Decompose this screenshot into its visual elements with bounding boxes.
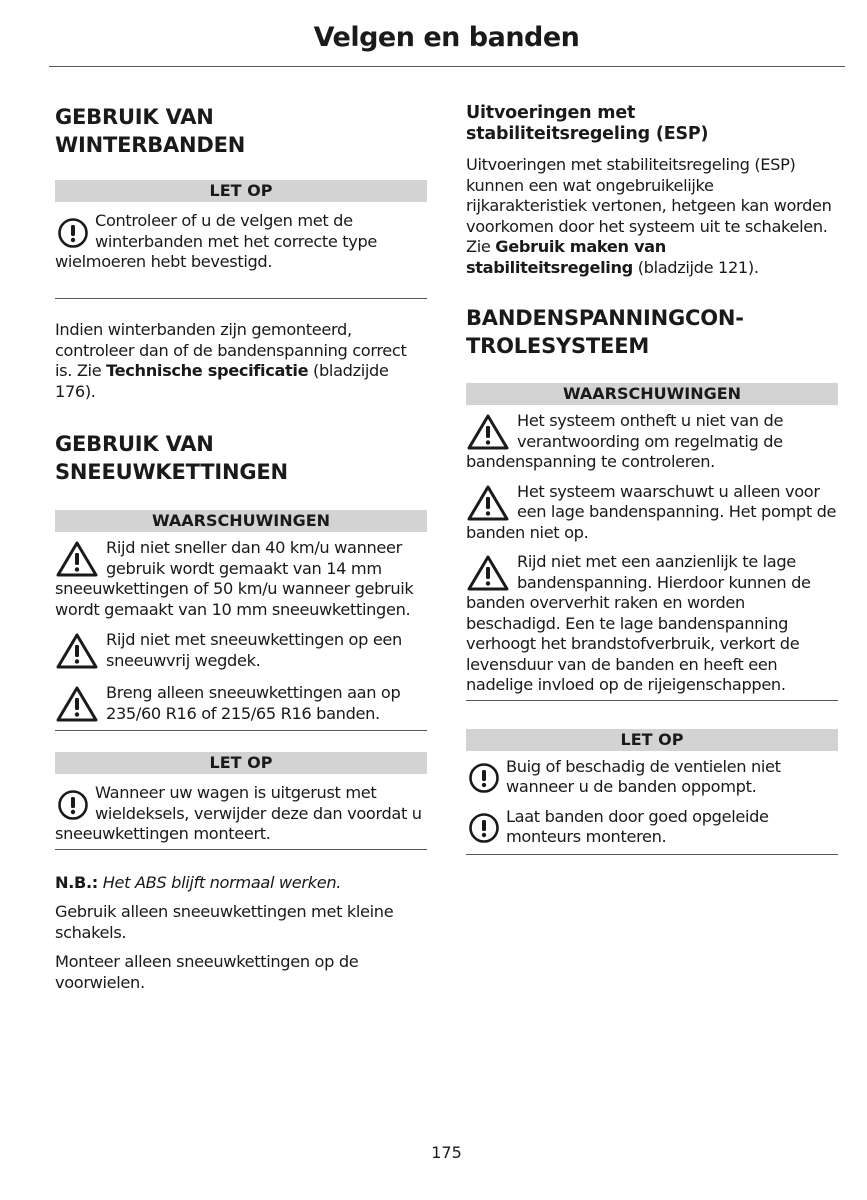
para-text: (bladzijde 121). <box>632 257 759 277</box>
warning-item <box>55 532 427 620</box>
note-item <box>55 202 427 299</box>
para-esp <box>466 155 838 278</box>
warning-triangle-icon <box>466 413 510 451</box>
left-column <box>55 103 427 993</box>
heading-sneeuwkettingen: GEBRUIK VAN SNEEUWKETTINGEN <box>55 432 288 484</box>
heading-winterbanden: GEBRUIK VAN WINTERBANDEN <box>55 105 246 157</box>
para-text: Indien winterbanden zijn gemonteerd, controleer dan of de bandenspanning correct is. Zie <box>55 320 407 380</box>
heading-esp: Uitvoeringen met stabiliteitsregeling (ESP) <box>466 103 709 144</box>
note-box-bandenspanning <box>466 729 838 855</box>
warning-item <box>55 671 427 731</box>
warning-text: Rijd niet sneller dan 40 km/u wanneer gebruik wordt gemaakt van 14 mm sneeuwkettingen of 50 km/u wanneer gebruik wordt gemaakt van 10 mm sneeuwkettingen. <box>55 538 414 619</box>
warning-box-bandenspanning <box>466 383 838 701</box>
warning-triangle-icon <box>55 632 99 670</box>
warning-text: Rijd niet met een aanzienlijk te lage bandenspanning. Hierdoor kunnen de banden oververhit raken en worden beschadigd. Een te lage bandenspanning verhoogt het brandstofverbruik, verkort de levensduur van de banden en heeft een nadelige invloed op de rijeigenschappen. <box>466 552 811 694</box>
warning-text: Rijd niet met sneeuwkettingen op een sneeuwvrij wegdek. <box>106 630 402 670</box>
warning-item <box>55 620 427 671</box>
page-number: 175 <box>431 1143 462 1162</box>
link-technische-specificatie[interactable]: Technische specificatie <box>106 361 309 380</box>
warning-box-sneeuwkettingen <box>55 510 427 731</box>
para-text: (bladzijde 176). <box>55 361 389 401</box>
warning-header: WAARSCHUWINGEN <box>55 510 427 532</box>
note-header: LET OP <box>466 729 838 751</box>
page-title: Velgen en banden <box>313 22 580 53</box>
para-chains: Gebruik alleen sneeuwkettingen met kleine schakels. <box>55 902 394 942</box>
note-text: Controleer of u de velgen met de winterbanden met het correcte type wielmoeren hebt bevestigd. <box>55 211 378 271</box>
title-divider <box>49 66 845 67</box>
note-box-winterbanden <box>55 180 427 299</box>
link-stabiliteitsregeling[interactable]: Gebruik maken van stabiliteitsregeling <box>466 237 666 277</box>
nb-label: N.B.: <box>55 872 98 892</box>
note-header: LET OP <box>55 180 427 202</box>
warning-item <box>466 405 838 473</box>
nb-note <box>55 873 427 894</box>
para-text: Uitvoeringen met stabiliteitsregeling (ESP) kunnen een wat ongebruikelijke rijkarakteristiek vertonen, hetgeen kan worden voorkomen door het systeem uit te schakelen. Zie <box>466 155 832 256</box>
caution-circle-icon <box>468 762 500 794</box>
warning-item <box>466 543 838 701</box>
right-column <box>466 103 838 855</box>
note-item <box>466 798 838 855</box>
warning-triangle-icon <box>55 685 99 723</box>
warning-item <box>466 473 838 544</box>
note-header: LET OP <box>55 752 427 774</box>
para-front: Monteer alleen sneeuwkettingen op de voorwielen. <box>55 952 359 992</box>
nb-text: Het ABS blijft normaal werken. <box>97 872 342 892</box>
caution-circle-icon <box>468 812 500 844</box>
note-text: Wanneer uw wagen is uitgerust met wieldeksels, verwijder deze dan voordat u sneeuwkettingen monteert. <box>55 783 422 843</box>
note-box-sneeuwkettingen <box>55 752 427 850</box>
warning-text: Breng alleen sneeuwkettingen aan op 235/60 R16 of 215/65 R16 banden. <box>106 683 401 723</box>
para-winterbanden <box>55 320 427 402</box>
note-text: Laat banden door goed opgeleide monteurs monteren. <box>506 806 769 846</box>
note-item <box>466 751 838 798</box>
caution-circle-icon <box>57 217 89 249</box>
warning-triangle-icon <box>466 484 510 522</box>
note-item <box>55 774 427 850</box>
warning-text: Het systeem waarschuwt u alleen voor een lage bandenspanning. Het pompt de banden niet op. <box>466 481 837 542</box>
note-text: Buig of beschadig de ventielen niet wanneer u de banden oppompt. <box>506 756 781 796</box>
heading-bandenspanning: BANDENSPANNINGCON-TROLESYSTEEM <box>466 306 744 358</box>
warning-triangle-icon <box>55 540 99 578</box>
warning-text: Het systeem ontheft u niet van de verantwoording om regelmatig de bandenspanning te controleren. <box>466 411 784 471</box>
warning-header: WAARSCHUWINGEN <box>466 383 838 405</box>
caution-circle-icon <box>57 789 89 821</box>
warning-triangle-icon <box>466 554 510 592</box>
